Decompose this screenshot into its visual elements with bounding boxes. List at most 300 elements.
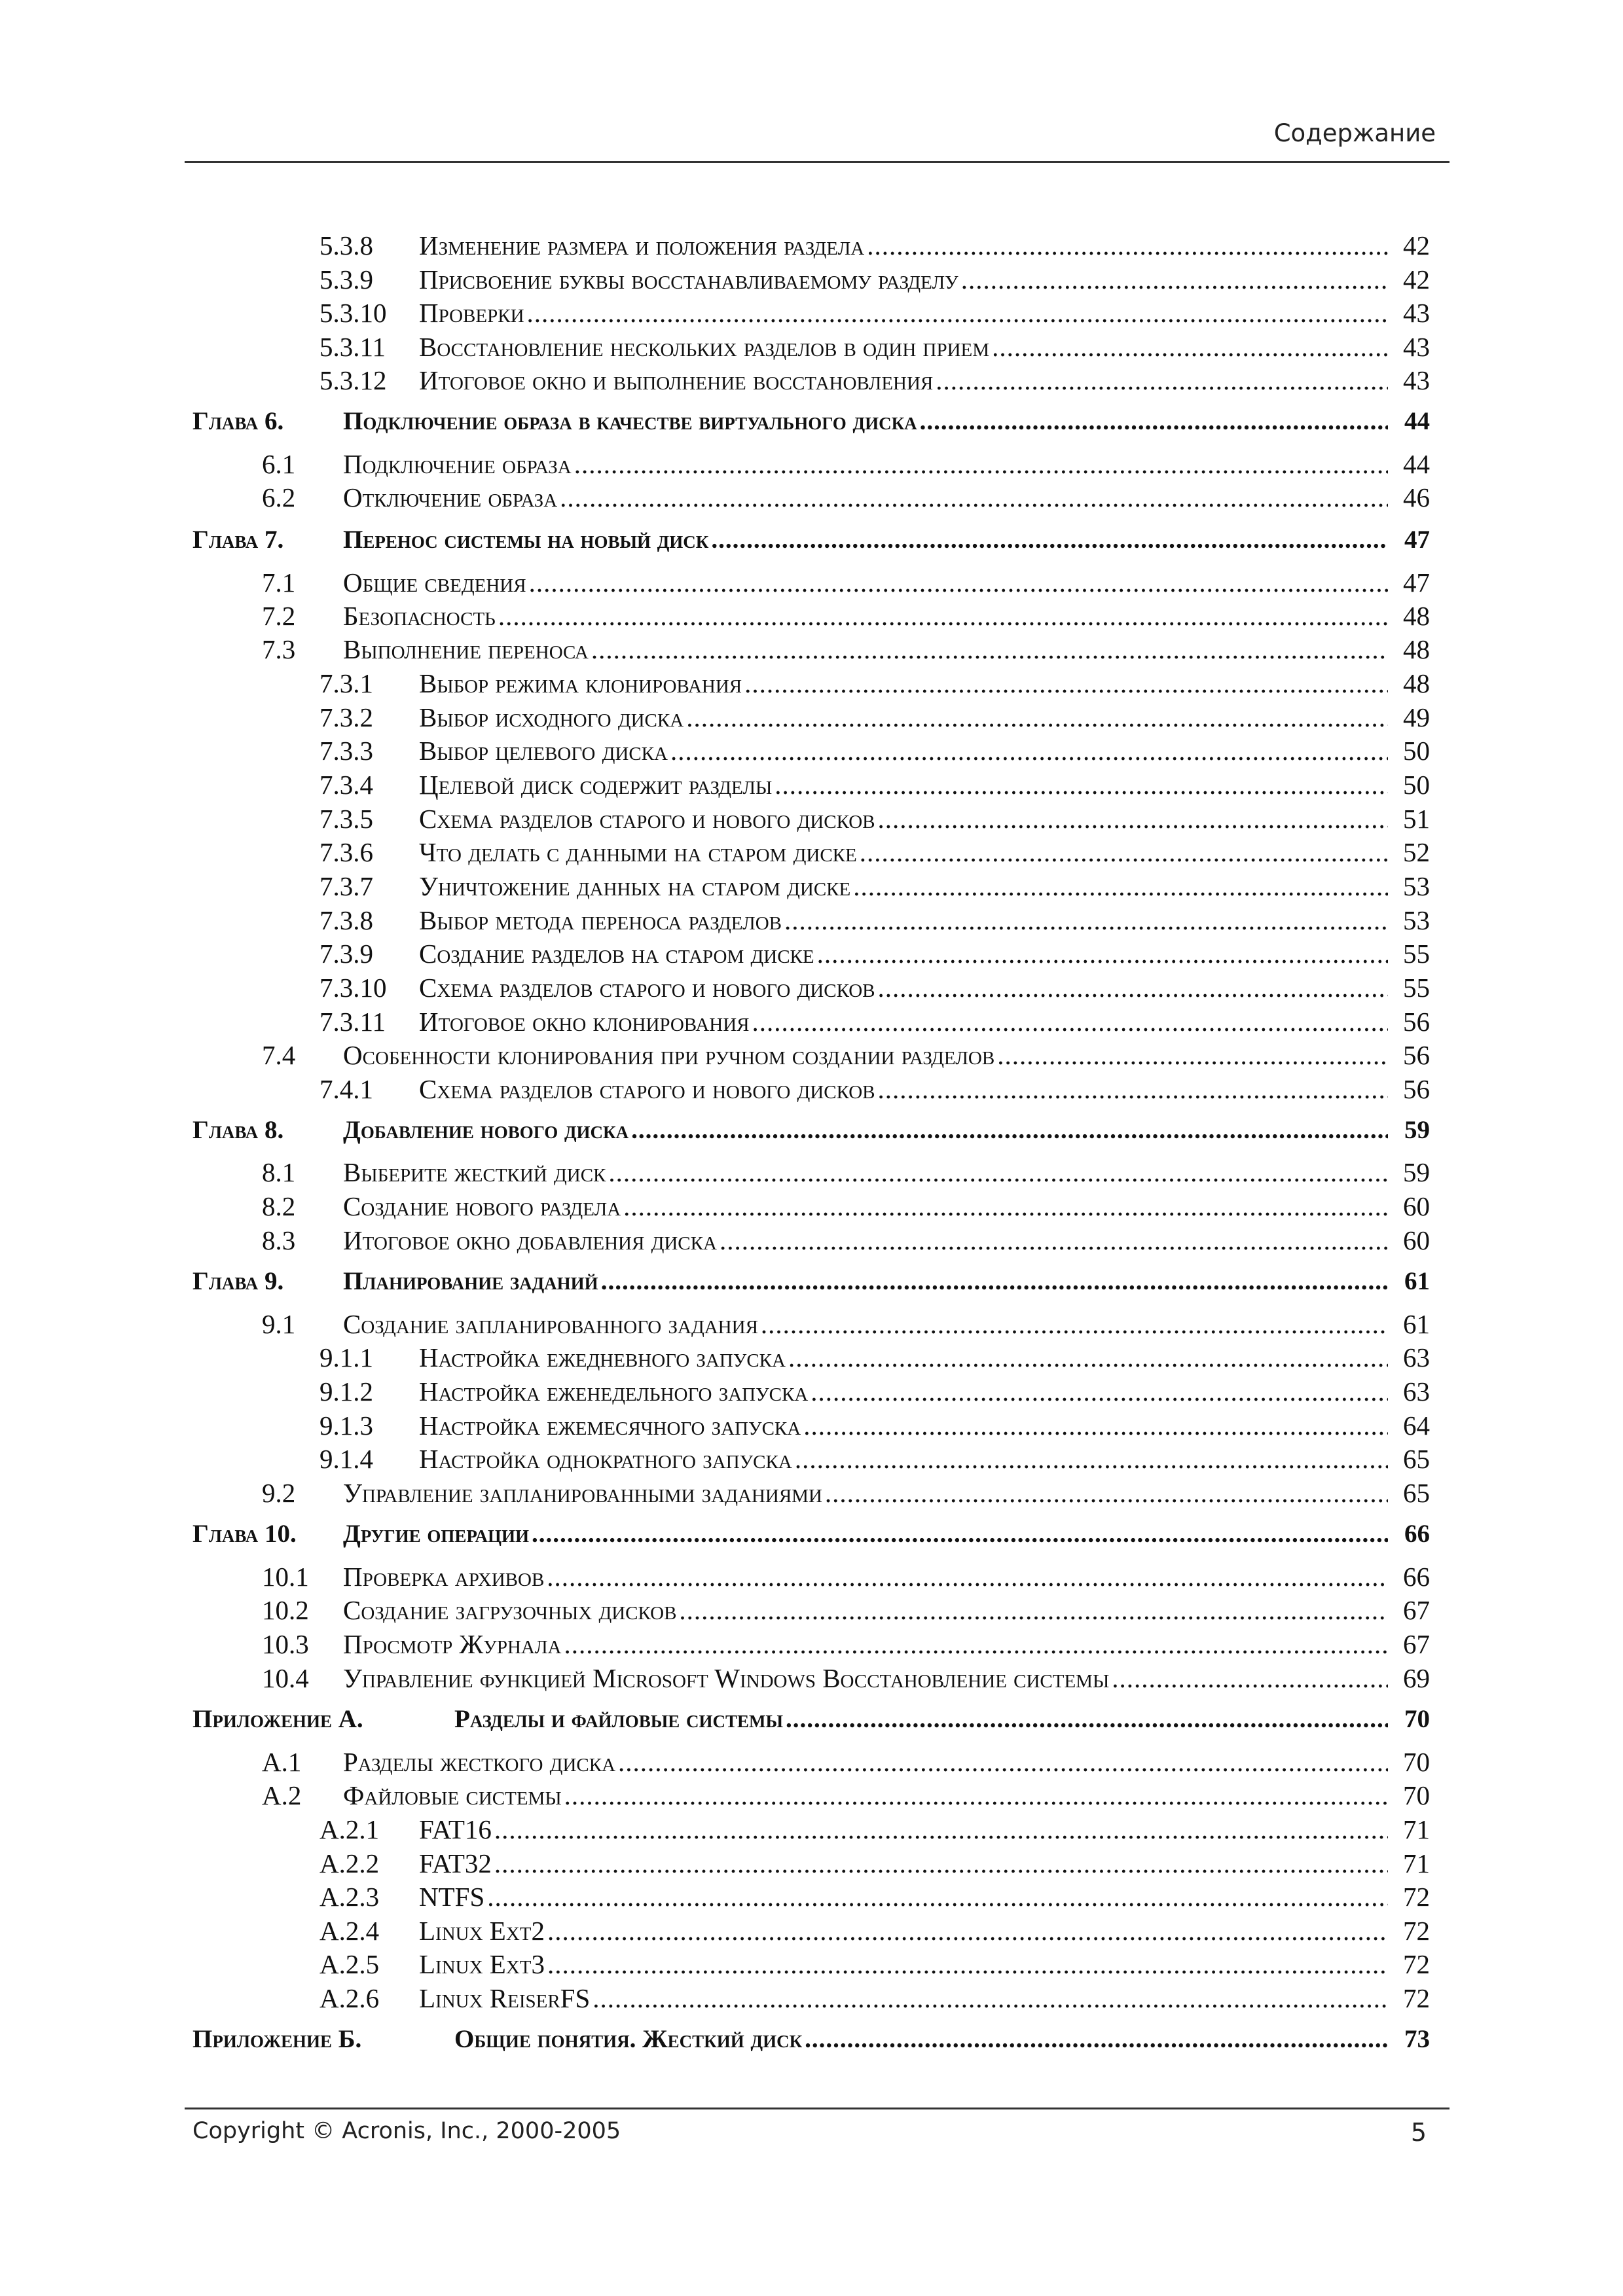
- toc-entry-title: Выбор исходного диска: [419, 702, 684, 732]
- toc-entry-row: [0, 1224, 1623, 1257]
- toc-entry-title: Итоговое окно и выполнение восстановления: [419, 365, 934, 395]
- toc-entry-number: Глава 6.: [192, 407, 284, 435]
- toc-chapter-row: [0, 2023, 1623, 2056]
- toc-entry-title: Общие понятия. Жесткий диск: [454, 2025, 803, 2053]
- toc-page-number: 70: [1404, 1705, 1430, 1733]
- toc-entry-title-wrap: [419, 1982, 1391, 2015]
- dot-leader: [601, 1265, 1388, 1298]
- toc-entry-number: 8.2: [262, 1191, 296, 1221]
- dot-leader: [786, 1703, 1388, 1736]
- toc-page-number: 48: [1403, 668, 1430, 698]
- toc-entry-title: Уничтожение данных на старом диске: [419, 871, 851, 901]
- toc-entry-row: [0, 1914, 1623, 1947]
- dot-leader: [564, 1628, 1388, 1660]
- toc-entry-row: [0, 1813, 1623, 1846]
- dot-leader: [853, 870, 1388, 903]
- dot-leader: [532, 1518, 1388, 1551]
- toc-entry-number: 10.2: [262, 1595, 309, 1625]
- toc-entry-row: [0, 971, 1623, 1004]
- toc-entry-number: 8.1: [262, 1157, 296, 1187]
- toc-entry-row: [0, 1948, 1623, 1981]
- toc-chapter-row: [0, 405, 1623, 438]
- toc-entry-number: 5.3.12: [319, 365, 387, 395]
- toc-page-number: 55: [1403, 973, 1430, 1003]
- toc-entry-title-wrap: [419, 667, 1391, 700]
- toc-entry-row: [0, 229, 1623, 262]
- toc-entry-title-wrap: [343, 1518, 1391, 1551]
- dot-leader: [618, 1746, 1388, 1778]
- toc-page-number: 72: [1403, 1983, 1430, 2013]
- toc-entry-number: 7.3.2: [319, 702, 373, 732]
- toc-page-number: 47: [1404, 526, 1430, 554]
- page-number: 5: [1410, 2118, 1427, 2147]
- toc-entry-title: Выбор режима клонирования: [419, 668, 742, 698]
- dot-leader: [498, 600, 1388, 632]
- toc-entry-number: 8.3: [262, 1225, 296, 1255]
- toc-entry-row: [0, 1443, 1623, 1475]
- dot-leader: [761, 1308, 1388, 1340]
- toc-entry-title-wrap: [343, 633, 1391, 666]
- toc-entry-number: 9.1.2: [319, 1376, 373, 1407]
- toc-page-number: 61: [1404, 1267, 1430, 1295]
- toc-entry-title: Особенности клонирования при ручном создании разделов: [343, 1040, 995, 1070]
- dot-leader: [547, 1948, 1388, 1981]
- toc-page-number: 69: [1403, 1663, 1430, 1693]
- dot-leader: [711, 524, 1388, 556]
- toc-entry-row: [0, 1628, 1623, 1660]
- toc-entry-title-wrap: [419, 1880, 1391, 1913]
- toc-entry-title-wrap: [419, 1341, 1391, 1374]
- toc-entry-number: 7.2: [262, 601, 296, 631]
- dot-leader: [593, 1982, 1388, 2015]
- toc-entry-number: 10.4: [262, 1663, 309, 1693]
- dot-leader: [788, 1341, 1388, 1374]
- dot-leader: [547, 1914, 1388, 1947]
- toc-entry-row: [0, 1156, 1623, 1189]
- toc-entry-title-wrap: [343, 448, 1391, 480]
- toc-entry-number: 9.1: [262, 1309, 296, 1339]
- dot-leader: [494, 1847, 1388, 1880]
- dot-leader: [860, 836, 1388, 869]
- toc-entry-row: [0, 1982, 1623, 2015]
- toc-page-number: 67: [1403, 1629, 1430, 1659]
- toc-page-number: 59: [1404, 1116, 1430, 1144]
- toc-entry-row: [0, 1594, 1623, 1626]
- toc-entry-title-wrap: [419, 701, 1391, 734]
- toc-entry-number: 7.1: [262, 567, 296, 598]
- toc-page-number: 42: [1403, 264, 1430, 295]
- toc-page-number: 50: [1403, 736, 1430, 766]
- toc-entry-row: [0, 1409, 1623, 1442]
- toc-chapter-row: [0, 524, 1623, 556]
- toc-page-number: 72: [1403, 1949, 1430, 1979]
- toc-entry-number: A.1: [262, 1747, 302, 1777]
- toc-entry-title-wrap: [419, 1375, 1391, 1408]
- toc-entry-title: Создание нового раздела: [343, 1191, 621, 1221]
- dot-leader: [920, 405, 1388, 438]
- toc-entry-title-wrap: [419, 1813, 1391, 1846]
- toc-entry-row: [0, 364, 1623, 397]
- toc-entry-title: Просмотр Журнала: [343, 1629, 562, 1659]
- toc-entry-number: A.2: [262, 1780, 302, 1810]
- toc-entry-title: Подключение образа: [343, 449, 572, 479]
- toc-entry-number: 10.3: [262, 1629, 309, 1659]
- toc-entry-title: Разделы и файловые системы: [454, 1705, 784, 1733]
- toc-entry-title: Целевой диск содержит разделы: [419, 770, 773, 800]
- toc-entry-row: [0, 870, 1623, 903]
- toc-entry-number: 6.1: [262, 449, 296, 479]
- toc-entry-title-wrap: [343, 1265, 1391, 1298]
- dot-leader: [805, 2023, 1388, 2056]
- toc-entry-title-wrap: [343, 600, 1391, 632]
- toc-entry-row: [0, 1779, 1623, 1812]
- toc-page-number: 70: [1403, 1780, 1430, 1810]
- toc-entry-title: NTFS: [419, 1882, 485, 1912]
- toc-page-number: 64: [1403, 1410, 1430, 1441]
- toc-page-number: 70: [1403, 1747, 1430, 1777]
- toc-entry-number: A.2.6: [319, 1983, 380, 2013]
- dot-leader: [867, 229, 1388, 262]
- toc-entry-number: 7.3.4: [319, 770, 373, 800]
- toc-entry-row: [0, 1190, 1623, 1223]
- toc-entry-title-wrap: [419, 802, 1391, 835]
- toc-entry-number: Приложение Б.: [192, 2025, 362, 2053]
- toc-chapter-row: [0, 1703, 1623, 1736]
- toc-entry-number: 7.3.5: [319, 804, 373, 834]
- toc-entry-title-wrap: [419, 229, 1391, 262]
- toc-page-number: 61: [1403, 1309, 1430, 1339]
- toc-entry-title-wrap: [343, 1190, 1391, 1223]
- toc-entry-title-wrap: [343, 1039, 1391, 1071]
- toc-entry-title: Присвоение буквы восстанавливаемому разделу: [419, 264, 958, 295]
- toc-entry-title: Подключение образа в качестве виртуального диска: [343, 407, 917, 435]
- toc-entry-row: [0, 904, 1623, 937]
- footer-rule: [185, 2108, 1450, 2109]
- toc-entry-title-wrap: [419, 1914, 1391, 1947]
- toc-entry-number: 7.3.11: [319, 1007, 386, 1037]
- toc-page-number: 50: [1403, 770, 1430, 800]
- toc-entry-row: [0, 1560, 1623, 1593]
- toc-entry-title: Перенос системы на новый диск: [343, 526, 709, 554]
- toc-entry-row: [0, 701, 1623, 734]
- toc-entry-number: 9.1.3: [319, 1410, 373, 1441]
- toc-entry-title: Создание разделов на старом диске: [419, 939, 814, 969]
- toc-page-number: 48: [1403, 634, 1430, 664]
- toc-entry-number: 7.3.6: [319, 837, 373, 867]
- toc-entry-title: Файловые системы: [343, 1780, 562, 1810]
- dot-leader: [795, 1443, 1388, 1475]
- dot-leader: [623, 1190, 1388, 1223]
- toc-page-number: 67: [1403, 1595, 1430, 1625]
- toc-entry-title-wrap: [419, 734, 1391, 767]
- toc-entry-row: [0, 1847, 1623, 1880]
- toc-page-number: 65: [1403, 1478, 1430, 1508]
- copyright-notice: Copyright © Acronis, Inc., 2000-2005: [192, 2118, 621, 2144]
- toc-entry-title-wrap: [419, 836, 1391, 869]
- toc-entry-title-wrap: [419, 1847, 1391, 1880]
- toc-page-number: 56: [1403, 1040, 1430, 1070]
- toc-entry-title: Общие сведения: [343, 567, 526, 598]
- toc-entry-number: 10.1: [262, 1562, 309, 1592]
- toc-entry-number: 7.3.10: [319, 973, 387, 1003]
- toc-entry-number: A.2.2: [319, 1848, 380, 1878]
- toc-entry-row: [0, 566, 1623, 599]
- toc-entry-title-wrap: [419, 263, 1391, 296]
- toc-entry-title: Схема разделов старого и нового дисков: [419, 804, 875, 834]
- toc-entry-row: [0, 1073, 1623, 1105]
- toc-entry-title-wrap: [343, 1156, 1391, 1189]
- toc-entry-title: Выберите жесткий диск: [343, 1157, 606, 1187]
- toc-page-number: 44: [1403, 449, 1430, 479]
- toc-entry-title: Проверки: [419, 298, 524, 328]
- dot-leader: [529, 566, 1388, 599]
- toc-entry-row: [0, 836, 1623, 869]
- toc-entry-row: [0, 734, 1623, 767]
- toc-entry-row: [0, 600, 1623, 632]
- dot-leader: [574, 448, 1388, 480]
- dot-leader: [817, 937, 1388, 970]
- toc-entry-number: 9.1.4: [319, 1444, 373, 1474]
- toc-entry-title: Схема разделов старого и нового дисков: [419, 1074, 875, 1104]
- dot-leader: [494, 1813, 1388, 1846]
- toc-entry-title: Изменение размера и положения раздела: [419, 230, 865, 260]
- toc-entry-title: Управление запланированными заданиями: [343, 1478, 822, 1508]
- dot-leader: [591, 633, 1388, 666]
- toc-entry-title-wrap: [343, 1594, 1391, 1626]
- toc-entry-title-wrap: [343, 1477, 1391, 1509]
- dot-leader: [784, 904, 1388, 937]
- toc-entry-title-wrap: [343, 1308, 1391, 1340]
- toc-entry-title: Проверка архивов: [343, 1562, 545, 1592]
- toc-entry-title: FAT16: [419, 1814, 492, 1844]
- toc-entry-title: Добавление нового диска: [343, 1116, 629, 1144]
- toc-entry-title: FAT32: [419, 1848, 492, 1878]
- dot-leader: [679, 1594, 1388, 1626]
- toc-entry-title-wrap: [419, 1005, 1391, 1038]
- toc-page-number: 43: [1403, 298, 1430, 328]
- toc-entry-title-wrap: [343, 566, 1391, 599]
- toc-entry-row: [0, 1308, 1623, 1340]
- toc-entry-row: [0, 1005, 1623, 1038]
- toc-entry-title-wrap: [419, 1443, 1391, 1475]
- toc-entry-row: [0, 633, 1623, 666]
- toc-entry-title: Выполнение переноса: [343, 634, 589, 664]
- toc-entry-title-wrap: [343, 1746, 1391, 1778]
- toc-entry-title: Настройка однократного запуска: [419, 1444, 792, 1474]
- toc-entry-number: Глава 7.: [192, 526, 284, 554]
- toc-page-number: 55: [1403, 939, 1430, 969]
- toc-entry-title-wrap: [343, 405, 1391, 438]
- dot-leader: [997, 1039, 1388, 1071]
- toc-entry-number: A.2.5: [319, 1949, 380, 1979]
- dot-leader: [631, 1114, 1388, 1147]
- toc-entry-number: 9.2: [262, 1478, 296, 1508]
- dot-leader: [936, 364, 1388, 397]
- dot-leader: [547, 1560, 1388, 1593]
- toc-entry-title-wrap: [343, 1662, 1391, 1695]
- dot-leader: [752, 1005, 1389, 1038]
- toc-page-number: 66: [1404, 1520, 1430, 1548]
- toc-entry-row: [0, 1341, 1623, 1374]
- toc-entry-row: [0, 1662, 1623, 1695]
- toc-entry-title-wrap: [419, 1948, 1391, 1981]
- toc-entry-title: Выбор метода переноса разделов: [419, 905, 782, 935]
- toc-entry-title: Итоговое окно добавления диска: [343, 1225, 717, 1255]
- toc-entry-number: 7.3.1: [319, 668, 373, 698]
- toc-page-number: 48: [1403, 601, 1430, 631]
- toc-page-number: 72: [1403, 1916, 1430, 1946]
- toc-page-number: 60: [1403, 1191, 1430, 1221]
- toc-page-number: 43: [1403, 365, 1430, 395]
- toc-entry-title: Создание загрузочных дисков: [343, 1595, 677, 1625]
- toc-entry-title: Безопасность: [343, 601, 496, 631]
- toc-entry-title-wrap: [454, 1703, 1391, 1736]
- toc-entry-title: Настройка ежемесячного запуска: [419, 1410, 801, 1441]
- toc-entry-number: A.2.3: [319, 1882, 380, 1912]
- toc-entry-title: Другие операции: [343, 1520, 529, 1548]
- toc-entry-title-wrap: [454, 2023, 1391, 2056]
- toc-entry-number: 7.4.1: [319, 1074, 373, 1104]
- toc-page-number: 49: [1403, 702, 1430, 732]
- toc-entry-title: Управление функцией Microsoft Windows Восстановление системы: [343, 1663, 1110, 1693]
- dot-leader: [564, 1779, 1388, 1812]
- toc-page-number: 46: [1403, 482, 1430, 512]
- dot-leader: [825, 1477, 1388, 1509]
- dot-leader: [878, 971, 1389, 1004]
- toc-entry-title: Схема разделов старого и нового дисков: [419, 973, 875, 1003]
- dot-leader: [992, 331, 1388, 363]
- toc-entry-number: 7.3: [262, 634, 296, 664]
- toc-entry-number: Глава 8.: [192, 1116, 284, 1144]
- toc-entry-title: Настройка ежедневного запуска: [419, 1342, 786, 1372]
- toc-entry-number: 7.3.9: [319, 939, 373, 969]
- toc-entry-row: [0, 481, 1623, 514]
- toc-entry-row: [0, 802, 1623, 835]
- toc-entry-number: 7.3.7: [319, 871, 373, 901]
- toc-entry-title-wrap: [343, 1779, 1391, 1812]
- toc-page-number: 56: [1403, 1007, 1430, 1037]
- toc-entry-title-wrap: [419, 904, 1391, 937]
- toc-entry-number: A.2.4: [319, 1916, 380, 1946]
- toc-entry-title: Linux ReiserFS: [419, 1983, 591, 2013]
- toc-entry-number: 7.3.3: [319, 736, 373, 766]
- toc-entry-number: 6.2: [262, 482, 296, 512]
- toc-entry-title: Восстановление нескольких разделов в один прием: [419, 332, 990, 362]
- toc-entry-row: [0, 1746, 1623, 1778]
- toc-chapter-row: [0, 1518, 1623, 1551]
- toc-entry-number: 7.4: [262, 1040, 296, 1070]
- toc-entry-row: [0, 1477, 1623, 1509]
- toc-entry-title-wrap: [419, 1409, 1391, 1442]
- toc-entry-row: [0, 296, 1623, 329]
- dot-leader: [961, 263, 1388, 296]
- toc-page-number: 56: [1403, 1074, 1430, 1104]
- toc-entry-title: Linux Ext3: [419, 1949, 545, 1979]
- dot-leader: [744, 667, 1388, 700]
- toc-entry-title-wrap: [419, 870, 1391, 903]
- toc-entry-title-wrap: [343, 524, 1391, 556]
- toc-entry-title-wrap: [419, 937, 1391, 970]
- toc-entry-row: [0, 768, 1623, 801]
- dot-leader: [670, 734, 1388, 767]
- toc-page-number: 53: [1403, 905, 1430, 935]
- toc-entry-number: Глава 9.: [192, 1267, 284, 1295]
- toc-entry-number: Приложение А.: [192, 1705, 363, 1733]
- toc-entry-number: 5.3.11: [319, 332, 386, 362]
- toc-page-number: 51: [1403, 804, 1430, 834]
- toc-chapter-row: [0, 1265, 1623, 1298]
- toc-page-number: 66: [1403, 1562, 1430, 1592]
- dot-leader: [811, 1375, 1388, 1408]
- toc-entry-title: Что делать с данными на старом диске: [419, 837, 857, 867]
- toc-entry-number: 9.1.1: [319, 1342, 373, 1372]
- toc-page-number: 65: [1403, 1444, 1430, 1474]
- toc-entry-row: [0, 667, 1623, 700]
- toc-entry-title-wrap: [343, 1224, 1391, 1257]
- toc-page-number: 53: [1403, 871, 1430, 901]
- toc-entry-title-wrap: [419, 768, 1391, 801]
- toc-entry-title: Linux Ext2: [419, 1916, 545, 1946]
- toc-entry-title: Создание запланированного задания: [343, 1309, 758, 1339]
- toc-entry-title: Разделы жесткого диска: [343, 1747, 616, 1777]
- dot-leader: [1112, 1662, 1388, 1695]
- toc-entry-row: [0, 448, 1623, 480]
- dot-leader: [686, 701, 1388, 734]
- toc-page-number: 60: [1403, 1225, 1430, 1255]
- toc-entry-title-wrap: [343, 1114, 1391, 1147]
- toc-entry-title-wrap: [419, 1073, 1391, 1105]
- toc-entry-title: Отключение образа: [343, 482, 558, 512]
- dot-leader: [487, 1880, 1388, 1913]
- toc-entry-number: 5.3.10: [319, 298, 387, 328]
- toc-entry-number: A.2.1: [319, 1814, 380, 1844]
- running-header: Содержание: [1273, 119, 1436, 147]
- toc-entry-title: Планирование заданий: [343, 1267, 598, 1295]
- toc-entry-row: [0, 1375, 1623, 1408]
- dot-leader: [527, 296, 1388, 329]
- toc-page-number: 59: [1403, 1157, 1430, 1187]
- toc-entry-title-wrap: [343, 1560, 1391, 1593]
- toc-entry-title: Выбор целевого диска: [419, 736, 668, 766]
- toc-entry-title: Настройка еженедельного запуска: [419, 1376, 809, 1407]
- toc-entry-number: Глава 10.: [192, 1520, 297, 1548]
- toc-page-number: 72: [1403, 1882, 1430, 1912]
- toc-page-number: 73: [1404, 2025, 1430, 2053]
- toc-entry-row: [0, 937, 1623, 970]
- toc-page-number: 63: [1403, 1376, 1430, 1407]
- dot-leader: [878, 802, 1389, 835]
- toc-entry-title-wrap: [419, 971, 1391, 1004]
- toc-entry-row: [0, 331, 1623, 363]
- toc-chapter-row: [0, 1114, 1623, 1147]
- toc-entry-number: 5.3.9: [319, 264, 373, 295]
- dot-leader: [878, 1073, 1389, 1105]
- toc-page-number: 52: [1403, 837, 1430, 867]
- toc-page-number: 63: [1403, 1342, 1430, 1372]
- dot-leader: [560, 481, 1388, 514]
- toc-entry-title: Итоговое окно клонирования: [419, 1007, 750, 1037]
- toc-entry-title-wrap: [419, 296, 1391, 329]
- toc-page-number: 71: [1403, 1814, 1430, 1844]
- toc-page-number: 47: [1403, 567, 1430, 598]
- toc-entry-number: 7.3.8: [319, 905, 373, 935]
- toc-entry-title-wrap: [419, 364, 1391, 397]
- dot-leader: [803, 1409, 1388, 1442]
- toc-entry-title-wrap: [419, 331, 1391, 363]
- toc-page-number: 71: [1403, 1848, 1430, 1878]
- toc-entry-row: [0, 1039, 1623, 1071]
- toc-entry-row: [0, 263, 1623, 296]
